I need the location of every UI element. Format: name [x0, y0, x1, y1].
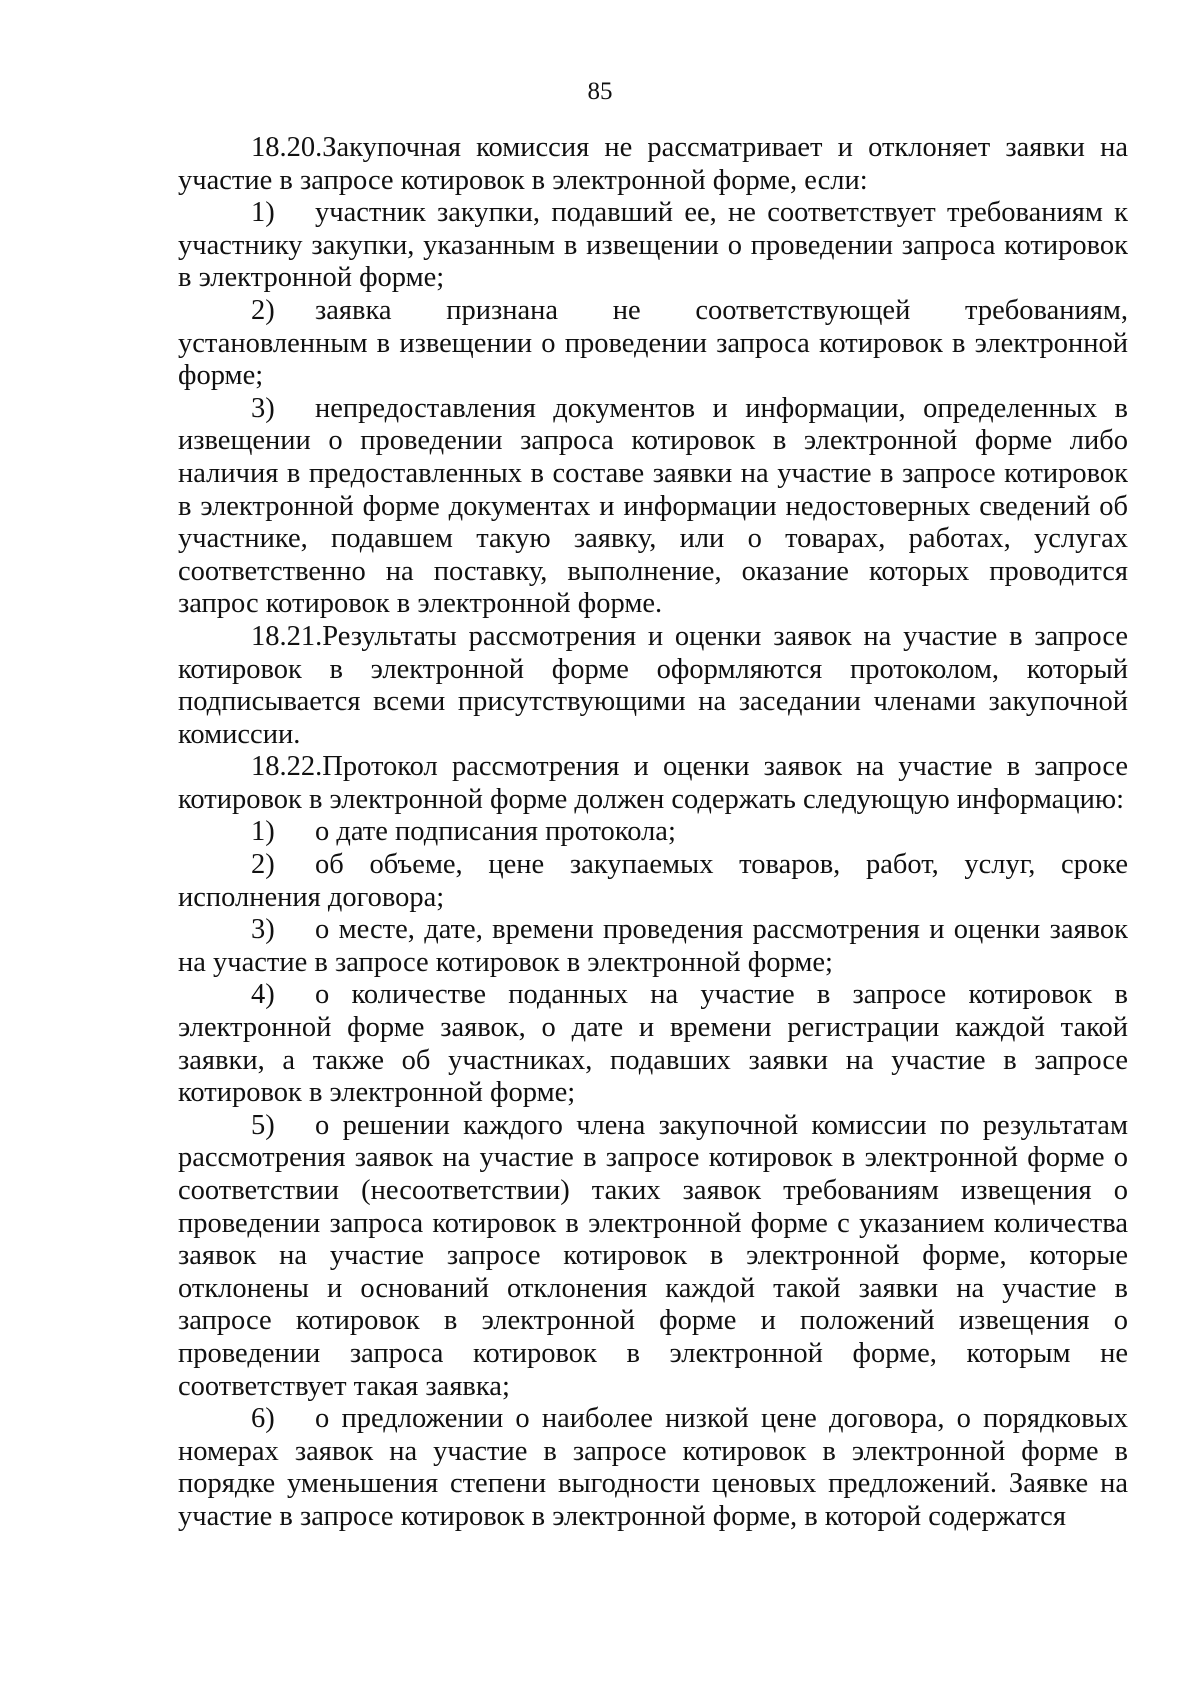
paragraph-18-20: [178, 132, 1128, 197]
list-item-text: заявка признана не соответствующей требованиям, установленным в извещении о проведении запроса котировок в электронной форме;: [178, 294, 1128, 392]
list-item-number: 5): [251, 1109, 275, 1141]
list-item: [178, 295, 1128, 393]
list-item-text: о количестве поданных на участие в запросе котировок в электронной форме заявок, о дате и времени регистрации каждой такой заявки, а также об участниках, подавших заявки на участие в запросе котировок в электронной форме;: [178, 979, 1128, 1109]
list-item-text: о предложении о наиболее низкой цене договора, о порядковых номерах заявок на участие в запросе котировок в электронной форме в порядке уменьшения степени выгодности ценовых предложений. Заявке на участие в запросе котировок в электронной форме, в которой содержатся: [178, 1403, 1128, 1532]
list-item: [178, 816, 1128, 849]
list-item: [178, 979, 1128, 1109]
paragraph-18-22: [178, 751, 1128, 816]
list-item-number: 2): [251, 294, 275, 326]
paragraph-18-21: [178, 621, 1128, 751]
list-item-text: о дате подписания протокола;: [315, 816, 676, 848]
page-number: 85: [587, 78, 613, 105]
list-item-number: 6): [251, 1403, 275, 1435]
list-item-text: непредоставления документов и информации, определенных в извещении о проведении запроса котировок в электронной форме либо наличия в предоставленных в составе заявки на участие в запросе котировок в электронной форме документах и информации недостоверных сведений об участнике, подавшем такую заявку, или о товарах, работах, услугах соответственно на поставку, выполнение, оказание которых проводится запрос котировок в электронной форме.: [178, 392, 1128, 620]
document-body: [178, 132, 1128, 1534]
list-item-text: об объеме, цене закупаемых товаров, работ, услуг, сроке исполнения договора;: [178, 849, 1128, 913]
list-item-number: 2): [251, 849, 275, 881]
list-item-number: 3): [251, 914, 275, 946]
list-item-number: 1): [251, 197, 275, 229]
list-item-number: 4): [251, 979, 275, 1011]
list-item-text: о месте, дате, времени проведения рассмотрения и оценки заявок на участие в запросе котировок в электронной форме;: [178, 914, 1128, 978]
list-item-text: участник закупки, подавший ее, не соответствует требованиям к участнику закупки, указанным в извещении о проведении запроса котировок в электронной форме;: [178, 197, 1128, 294]
list-item: [178, 197, 1128, 295]
list-item: [178, 849, 1128, 914]
paragraph-text: 18.20.Закупочная комиссия не рассматривает и отклоняет заявки на участие в запросе котировок в электронной форме, если:: [178, 132, 1128, 196]
list-item: [178, 1403, 1128, 1533]
list-item-number: 1): [251, 816, 275, 848]
list-item-number: 3): [251, 392, 275, 424]
list-item: [178, 1110, 1128, 1403]
paragraph-text: 18.21.Результаты рассмотрения и оценки заявок на участие в запросе котировок в электронной форме оформляются протоколом, который подписывается всеми присутствующими на заседании членами закупочной комиссии.: [178, 620, 1128, 750]
list-item: [178, 914, 1128, 979]
paragraph-text: 18.22.Протокол рассмотрения и оценки заявок на участие в запросе котировок в электронной форме должен содержать следующую информацию:: [178, 751, 1128, 815]
list-item-text: о решении каждого члена закупочной комиссии по результатам рассмотрения заявок на участие в запросе котировок в электронной форме о соответствии (несоответствии) таких заявок требованиям извещения о проведении запроса котировок в электронной форме с указанием количества заявок на участие запросе котировок в электронной форме, которые отклонены и оснований отклонения каждой такой заявки на участие в запросе котировок в электронной форме и положений извещения о проведении запроса котировок в электронной форме, которым не соответствует такая заявка;: [178, 1109, 1128, 1402]
list-item: [178, 393, 1128, 621]
